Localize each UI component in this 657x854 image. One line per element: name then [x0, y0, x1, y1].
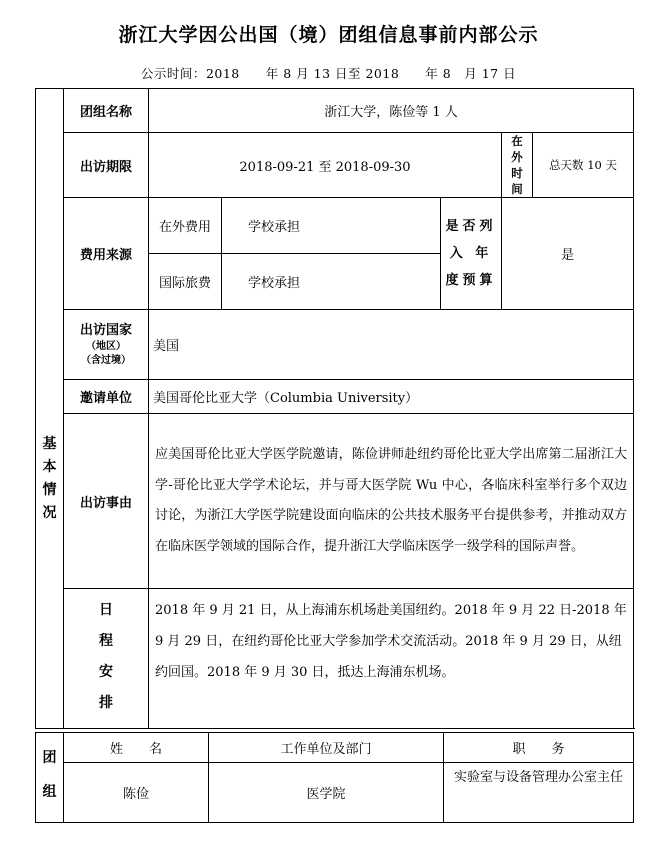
budget-value: 是: [502, 198, 634, 310]
member-title: 实验室与设备管理办公室主任: [444, 763, 634, 823]
group-name-label: 团组名称: [64, 89, 149, 133]
basic-info-side-label: 基 本 情 况: [36, 89, 64, 729]
col-title-header: 职 务: [444, 733, 634, 763]
group-name-value: 浙江大学，陈俭等 1 人: [149, 89, 634, 133]
page-title: 浙江大学因公出国（境）团组信息事前内部公示: [118, 24, 539, 46]
period-value: 2018-09-21 至 2018-09-30: [149, 133, 502, 198]
fund-source-label: 费用来源: [64, 198, 149, 310]
reason-value: 应美国哥伦比亚大学医学院邀请，陈俭讲师赴纽约哥伦比亚大学出席第二届浙江大学-哥伦比亚大学学术论坛，并与哥大医学院 Wu 中心，各临床科室举行多个双边讨论，为浙江大学医学院建设面向临床的公共技术服务平台提供参考，并推动双方在临床医学领域的国际合作，提升浙江大学临床医学一级学科的国际声誉。: [149, 414, 634, 589]
country-value: 美国: [149, 310, 634, 380]
schedule-side-label: 日 程 安 排: [64, 589, 149, 729]
country-label: 出访国家 （地区） （含过境）: [64, 310, 149, 380]
info-table: [35, 88, 634, 729]
member-row: [36, 763, 634, 823]
abroad-time-value: 总天数 10 天: [533, 133, 634, 198]
pub-label: 公示时间：: [140, 66, 206, 81]
pub-start-rest: 年 8 月 13 日至 2018: [265, 66, 400, 81]
inviter-label: 邀请单位: [64, 380, 149, 414]
reason-label: 出访事由: [64, 414, 149, 589]
col-name-header: 姓 名: [64, 733, 209, 763]
members-side-label: 团 组: [36, 733, 64, 823]
period-label: 出访期限: [64, 133, 149, 198]
pub-end-rest: 年 8 月 17 日: [425, 66, 517, 81]
pub-start-year: 2018: [205, 66, 240, 81]
travel-cost-label: 国际旅费: [149, 254, 222, 310]
travel-cost-value: 学校承担: [222, 254, 441, 310]
abroad-time-label: 在外时间: [502, 133, 533, 198]
member-unit: 医学院: [209, 763, 444, 823]
col-unit-header: 工作单位及部门: [209, 733, 444, 763]
abroad-cost-label: 在外费用: [149, 198, 222, 254]
members-table: [35, 732, 634, 823]
publication-time: [0, 64, 657, 82]
inviter-value: 美国哥伦比亚大学（Columbia University）: [149, 380, 634, 414]
abroad-cost-value: 学校承担: [222, 198, 441, 254]
budget-label: 是否列 入 年 度预算: [441, 198, 502, 310]
member-name: 陈俭: [64, 763, 209, 823]
schedule-text: 2018 年 9 月 21 日，从上海浦东机场赴美国纽约。2018 年 9 月 22 日-2018 年 9 月 29 日，在纽约哥伦比亚大学参加学术交流活动。2018 年 9 月 29 日，从纽约回国。2018 年 9 月 30 日，抵达上海浦东机场。: [149, 589, 634, 729]
